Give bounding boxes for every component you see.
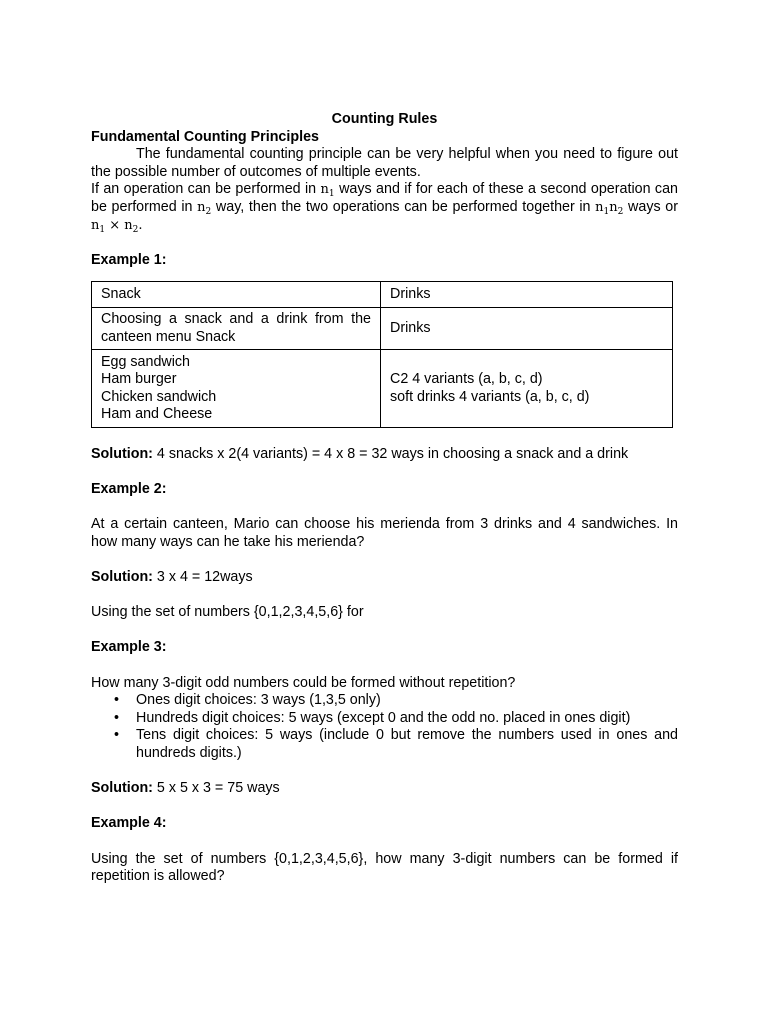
solution-text: 4 snacks x 2(4 variants) = 4 x 8 = 32 ways in choosing a snack and a drink	[152, 445, 629, 462]
math-n1n2: $n_1n_2$	[595, 199, 624, 217]
example-3-label: Example 3:	[91, 639, 167, 656]
math-n1-times-n2: $n_1 \times n_2$.	[91, 217, 143, 235]
table-row	[92, 308, 673, 350]
math-n2: $n_2$	[197, 199, 212, 217]
rule-part-4: ways or	[628, 198, 678, 215]
example-1-solution	[91, 446, 678, 464]
drink-item: soft drinks 4 variants (a, b, c, d)	[390, 388, 590, 405]
solution-label: Solution:	[91, 569, 153, 586]
example-4-question: Using the set of numbers {0,1,2,3,4,5,6}, how many 3-digit numbers can be formed if repetition is allowed?	[91, 850, 678, 885]
table-cell-drinks	[381, 350, 673, 428]
example-2-note: Using the set of numbers {0,1,2,3,4,5,6} for	[91, 604, 364, 621]
example-3-question: How many 3-digit odd numbers could be formed without repetition?	[91, 674, 516, 691]
list-item: • Ones digit choices: 3 ways (1,3,5 only)	[136, 692, 678, 710]
intro-paragraph: The fundamental counting principle can be very helpful when you need to figure out the possible number of outcomes of multiple events.	[91, 146, 678, 180]
table-cell: Drinks	[381, 308, 673, 350]
solution-label: Solution:	[91, 780, 153, 797]
example-2-label: Example 2:	[91, 481, 167, 498]
snack-item: Ham burger	[101, 371, 177, 388]
example-3-bullet-list	[91, 692, 678, 762]
example-2-question: At a certain canteen, Mario can choose his merienda from 3 drinks and 4 sandwiches. In how many ways can he take his merienda?	[91, 516, 678, 550]
snack-item: Chicken sandwich	[101, 388, 217, 405]
table-row	[92, 350, 673, 428]
snack-item: Egg sandwich	[101, 353, 191, 370]
table-row	[92, 282, 673, 308]
example-2-solution	[91, 569, 678, 587]
drink-item: C2 4 variants (a, b, c, d)	[390, 371, 543, 388]
table-cell: Drinks	[381, 282, 673, 308]
solution-label: Solution:	[91, 445, 153, 462]
example-1-label: Example 1:	[91, 251, 167, 268]
rule-paragraph	[91, 181, 678, 234]
solution-text: 3 x 4 = 12ways	[152, 569, 253, 586]
section-heading: Fundamental Counting Principles	[91, 128, 319, 145]
solution-text: 5 x 5 x 3 = 75 ways	[152, 780, 280, 797]
example-3-solution	[91, 780, 678, 798]
example-4-label: Example 4:	[91, 815, 167, 832]
table-cell-snacks	[92, 350, 381, 428]
list-item: • Tens digit choices: 5 ways (include 0 but remove the numbers used in ones and hundreds digits.)	[136, 727, 678, 762]
table-cell: Snack	[92, 282, 381, 308]
rule-part-3: way, then the two operations can be performed together in	[215, 198, 591, 215]
math-n1: $n_1$	[320, 182, 335, 200]
document-page	[91, 111, 678, 886]
rule-part-2: ways and if for each of these a second operation can be performed in	[91, 181, 678, 215]
rule-part-1: If an operation can be performed in	[91, 181, 317, 198]
snack-drinks-table	[91, 281, 673, 428]
document-title: Counting Rules	[331, 111, 438, 127]
table-cell: Choosing a snack and a drink from the canteen menu Snack	[92, 308, 381, 350]
list-item: • Hundreds digit choices: 5 ways (except 0 and the odd no. placed in ones digit)	[136, 710, 678, 728]
snack-item: Ham and Cheese	[101, 406, 213, 423]
